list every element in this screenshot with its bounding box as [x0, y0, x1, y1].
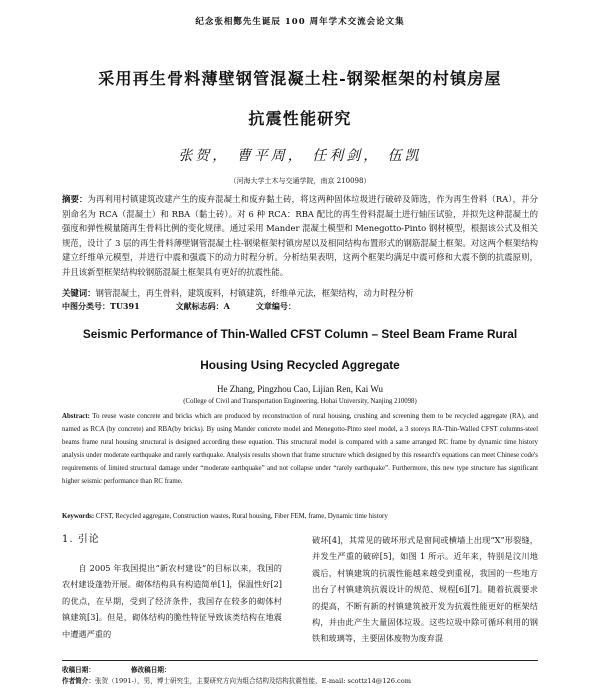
- abstract-cn: [62, 192, 538, 280]
- keywords-cn: [62, 286, 538, 301]
- abstract-en-text: To reuse waste concrete and bricks which are produced by reconstruction of rural housing, crushing and screening them to be recycled aggregate (RA), and named as RCA (by concrete) and RBA(by bricks). By using Mander concrete model and Menegotto-Pinto steel model, a 3 storeys RA-Thin-Walled CFST columns-steel beams frame rural housing structural is designed according these equation. This structural model is compared with a same arranged RC frame by dynamic time history analysis under moderate earthquake and rarely earthquake. Analysis results shown that frame structure which designed by this research's equations can meet Chinese code's requirements of limited structural damage under “moderate earthquake” and not collapse under “rarely earthquake”. Furthermore, this new type structure has significant higher seismic performance than RC frame.: [62, 413, 538, 485]
- affiliation-en: (College of Civil and Transportation Engineering, Hohai University, Nanjing 210098): [183, 398, 417, 405]
- title-cn-line1: 采用再生骨料薄壁钢管混凝土柱-钢梁框架的村镇房屋: [98, 69, 502, 88]
- keywords-cn-label: 关键词：: [62, 288, 96, 298]
- abstract-en: [62, 410, 538, 488]
- title-en-line1: Seismic Performance of Thin-Walled CFST Column – Steel Beam Frame Rural: [82, 327, 518, 341]
- footnote-divider: [62, 660, 538, 661]
- title-en-line2: Housing Using Recycled Aggregate: [200, 358, 400, 372]
- abstract-cn-label: 摘要：: [62, 194, 88, 204]
- clc-label: 中图分类号：: [62, 301, 110, 311]
- body-right-column: 破坏[4]，其常见的破坏形式是窗间或横墙上出现“X”形裂缝，并发生严重的破碎[5]，如图 1 所示。近年来，特别是汶川地震后，村镇建筑的抗震性能越来越受到重视，我国的一些地方出台了村镇建筑抗震设计的规范、规程[6][7]。随着抗震要求的提高，不断有新的村镇建筑被开发为抗震性能更好的框架结构，并由此产生大量固体垃圾。这些垃圾中除可循环利用的钢铁和玻璃等，主要固体废物为废弃混: [312, 535, 538, 644]
- keywords-en: [62, 513, 538, 520]
- title-cn-line2: 抗震性能研究: [248, 109, 352, 128]
- running-header: 纪念张相酂先生诞辰 100 周年学术交流会论文集: [195, 17, 405, 27]
- section-heading: 1. 引论: [62, 534, 100, 545]
- keywords-cn-text: 钢管混凝土，再生骨料，建筑废料，村镇建筑，纤维单元法，框架结构，动力时程分析: [95, 288, 414, 298]
- footnote-dates: [62, 664, 538, 674]
- article-no-label: 文章编号：: [255, 301, 296, 311]
- doc-code-label: 文献标志码：: [175, 301, 224, 311]
- revised-label: 修改稿日期：: [130, 666, 171, 674]
- classification-line: [62, 301, 296, 312]
- body-left-column: 自 2005 年我国提出“新农村建设”的目标以来，我国的农村建设蓬勃开展。砌体结构具有构造简单[1]，保温性好[2]的优点，在早期，受到了经济条件，我国存在较多的砌体村镇建筑[3]。但是，砌体结构的脆性特征导致该类结构在地震中遭遇严重的: [62, 563, 282, 639]
- authors-cn: 张贺， 曹平周， 任利剑， 伍凯: [178, 148, 422, 164]
- authors-en: He Zhang, Pingzhou Cao, Lijian Ren, Kai Wu: [217, 384, 383, 394]
- bio-text: 张贺（1991-），男，博士研究生，主要研究方向为组合结构及结构抗震性能，E-mail: scottz14@126.com: [94, 677, 411, 685]
- keywords-en-text: CFST, Recycled aggregate, Construction wastes, Rural housing, Fiber FEM, frame, Dynamic time history: [95, 513, 388, 520]
- clc-value: TU391: [110, 301, 140, 311]
- doc-code-value: A: [223, 301, 230, 311]
- affiliation-cn: （河海大学土木与交通学院，南京 210098）: [229, 177, 371, 185]
- keywords-en-label: Keywords:: [62, 513, 95, 520]
- abstract-cn-text: 为再利用村镇建筑改建产生的废弃混凝土和废弃黏土砖，将这两种固体垃圾进行破碎及筛选，作为再生骨料（RA），并分别命名为 RCA（混凝土）和 RBA（黏土砖）。对 6 种 RCA：RBA 配比的再生骨料混凝土进行轴压试验，并拟先这种混凝土的强度和弹性模量随再生骨料比例的变化规律。通过采用 Mander 混凝土模型和 Menegotto-Pinto 钢材模型，根据该公式及相关规范，设计了 3 层的再生骨料薄壁钢管混凝土柱-钢梁框架村镇房屋以及相同结构布置形式的钢筋混凝土框架。对这两个框架结构建立纤维单元模型，并进行中震和强震下的动力时程分析。分析结果表明，这两个框架均满足中震可修和大震不倒的抗震原则，并且该新型框架结构较钢筋混凝土框架具有更好的抗震性能。: [62, 194, 539, 277]
- abstract-en-label: Abstract:: [62, 413, 90, 420]
- bio-label: 作者简介：: [62, 677, 95, 685]
- received-label: 收稿日期：: [62, 666, 95, 674]
- footnote-bio: [62, 675, 538, 685]
